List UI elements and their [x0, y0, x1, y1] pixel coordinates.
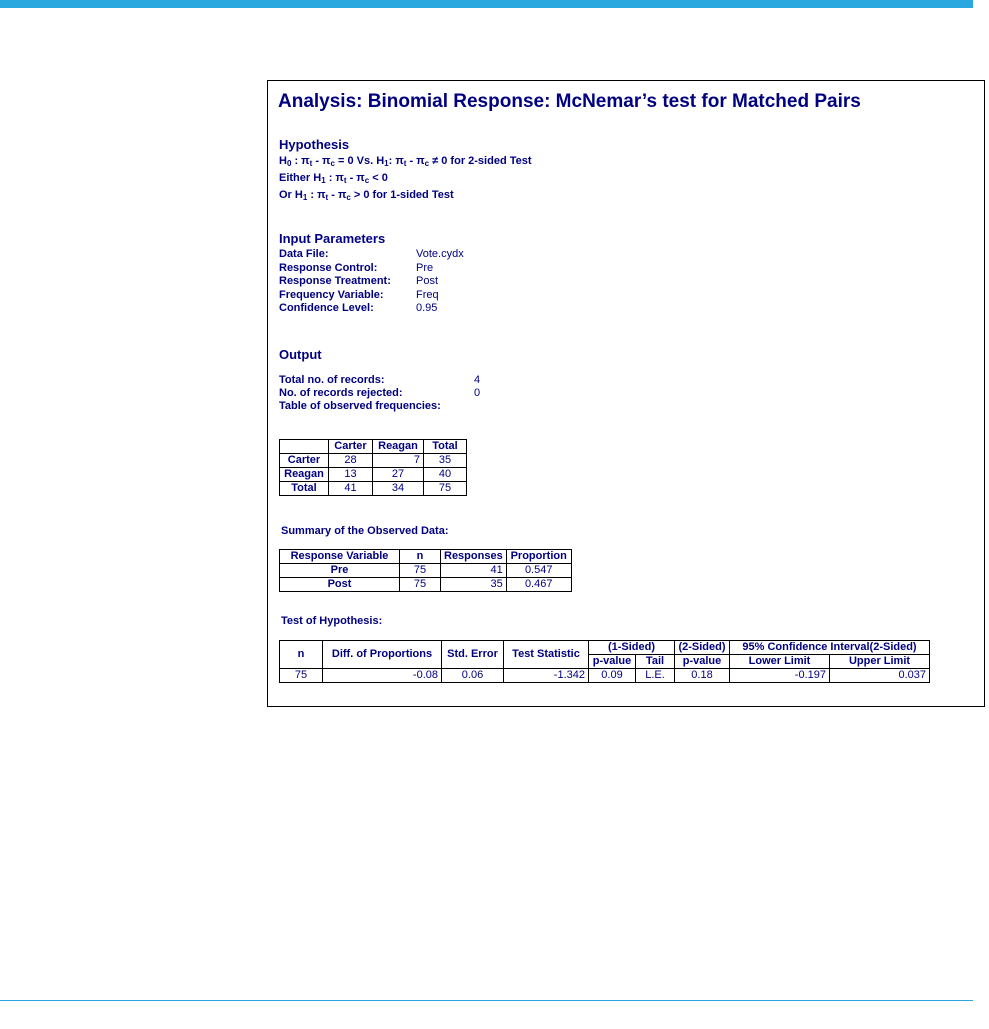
param-row-data-file: Data File: Vote.cydx — [279, 248, 464, 260]
analysis-report-panel — [267, 80, 985, 707]
table-row: Carter 28 7 35 — [280, 454, 467, 468]
summary-heading: Summary of the Observed Data: — [281, 525, 449, 537]
hypothesis-line-lower: Either $H_1$ : $\pi_t - \pi_c < 0$ — [279, 172, 388, 185]
hypothesis-heading: Hypothesis — [279, 137, 350, 152]
freq-table-label: Table of observed frequencies: — [279, 400, 441, 412]
table-row: Reagan 13 27 40 — [280, 468, 467, 482]
table-row: 75 -0.08 0.06 -1.342 0.09 L.E. 0.18 -0.197 0.037 — [280, 669, 930, 683]
freq-header-row: Carter Reagan Total — [280, 440, 467, 454]
test-header-row-1: n Diff. of Proportions Std. Error Test Statistic (1-Sided) (2-Sided) 95% Confidence Interval(2-Sided) — [280, 641, 930, 655]
output-heading: Output — [279, 347, 322, 362]
output-section — [279, 347, 480, 413]
total-records-row: Total no. of records: 4 — [279, 374, 481, 386]
param-row-frequency-variable: Frequency Variable: Freq — [279, 288, 439, 301]
report-title: Analysis: Binomial Response: McNemar’s test for Matched Pairs — [278, 91, 861, 112]
input-parameters-heading: Input Parameters — [279, 231, 386, 246]
hypothesis-section — [279, 137, 532, 205]
test-header-row-2: p-value Tail p-value Lower Limit Upper Limit — [280, 655, 930, 669]
test-of-hypothesis-table — [279, 640, 930, 683]
table-row: Post 75 35 0.467 — [280, 578, 572, 592]
table-row: Total 41 34 75 — [280, 482, 467, 496]
hypothesis-line-null: $H_0$ : $\pi_t - \pi_c = 0$ Vs. $H_1$: $\pi_t - \pi_c \ne 0$ for 2-sided Test — [279, 155, 532, 168]
table-row: Pre 75 41 0.547 — [280, 564, 572, 578]
hypothesis-line-upper: Or $H_1$ : $\pi_t - \pi_c > 0$ for 1-sided Test — [279, 189, 454, 202]
param-row-confidence-level: Confidence Level: 0.95 — [279, 302, 438, 314]
rejected-records-row: No. of records rejected: 0 — [279, 387, 481, 399]
input-parameters-section — [279, 231, 464, 316]
param-row-response-treatment: Response Treatment: Post — [279, 275, 439, 287]
summary-observed-data-table — [279, 549, 572, 592]
top-accent-bar — [0, 0, 973, 8]
summary-header-row: Response Variable n Responses Proportion — [280, 550, 572, 564]
bottom-rule — [0, 1000, 973, 1001]
param-row-response-control: Response Control: Pre — [279, 261, 434, 274]
observed-frequencies-table — [279, 439, 467, 496]
test-of-hypothesis-heading: Test of Hypothesis: — [281, 615, 383, 627]
